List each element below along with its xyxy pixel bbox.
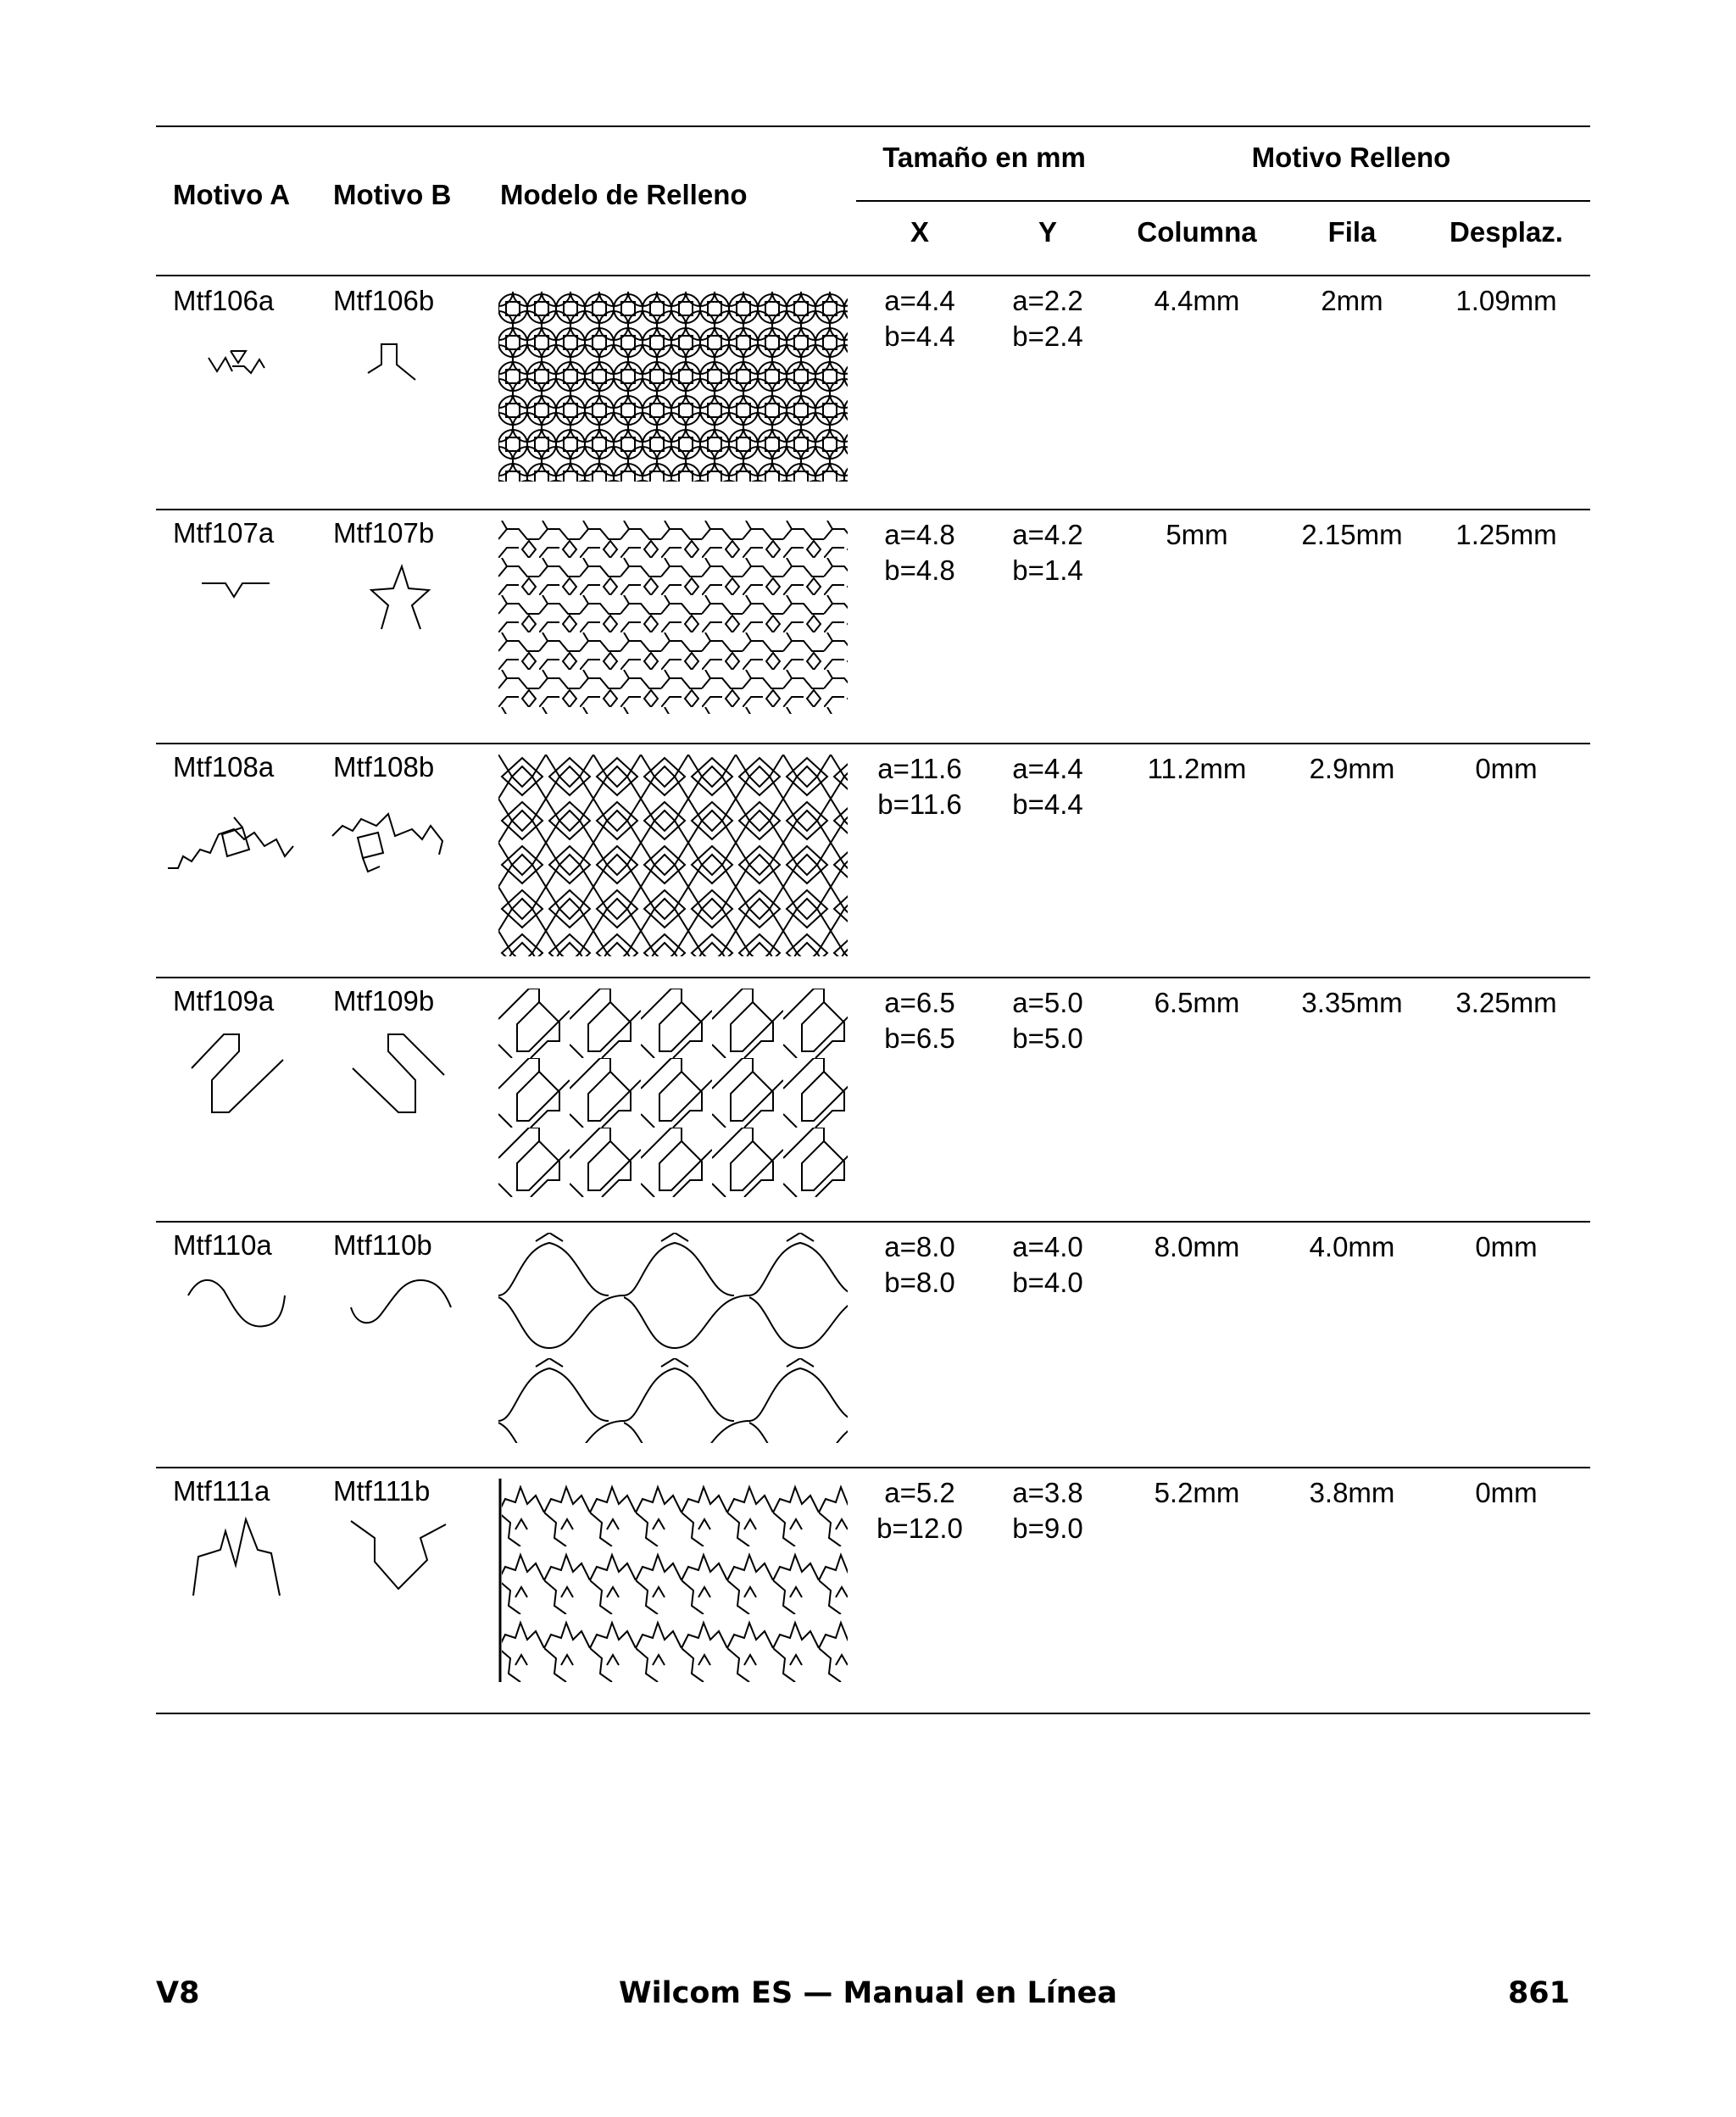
- row-divider: [156, 509, 1590, 510]
- motif-b-shape: [366, 337, 434, 388]
- header-bottom-rule: [156, 275, 1590, 276]
- motif-a-shape: [186, 1272, 292, 1331]
- size-y-b: b=9.0: [1012, 1513, 1083, 1544]
- header-offset: Desplaz.: [1449, 216, 1563, 248]
- fill-motif-row: 3.35mm: [1301, 987, 1403, 1018]
- row-divider: [156, 977, 1590, 978]
- fill-motif-column: 6.5mm: [1154, 987, 1240, 1018]
- fill-motif-column: 8.0mm: [1154, 1231, 1240, 1262]
- fill-motif-offset: 0mm: [1475, 1477, 1538, 1508]
- fill-motif-row: 2.9mm: [1309, 753, 1395, 784]
- fill-motif-row: 2.15mm: [1301, 519, 1403, 550]
- size-x-b: b=11.6: [877, 788, 962, 820]
- size-x-b: b=6.5: [884, 1022, 955, 1054]
- motif-a-name: Mtf110a: [173, 1229, 272, 1261]
- header-size-group: Tamaño en mm: [882, 142, 1086, 173]
- size-y-a: a=4.2: [1012, 519, 1083, 550]
- fill-motif-offset: 3.25mm: [1455, 987, 1557, 1018]
- fill-motif-offset: 0mm: [1475, 753, 1538, 784]
- motif-b-name: Mtf111b: [333, 1475, 431, 1507]
- header-motif-b: Motivo B: [333, 179, 452, 210]
- header-y: Y: [1038, 216, 1057, 248]
- motif-b-name: Mtf110b: [333, 1229, 432, 1261]
- table-top-rule: [156, 125, 1590, 127]
- size-x-a: a=4.8: [884, 519, 955, 550]
- motif-b-name: Mtf106b: [333, 285, 435, 316]
- motif-a-name: Mtf111a: [173, 1475, 270, 1507]
- fill-pattern-preview: [498, 755, 848, 956]
- fill-motif-column: 5.2mm: [1154, 1477, 1240, 1508]
- size-y-a: a=5.0: [1012, 987, 1083, 1018]
- header-fill-model: Modelo de Relleno: [500, 179, 748, 210]
- fill-motif-row: 2mm: [1321, 285, 1383, 316]
- motif-b-shape: [349, 1031, 448, 1116]
- size-x-b: b=12.0: [876, 1513, 963, 1544]
- motif-a-name: Mtf109a: [173, 985, 275, 1017]
- fill-motif-offset: 1.25mm: [1455, 519, 1557, 550]
- row-divider: [156, 1221, 1590, 1223]
- size-y-b: b=4.4: [1012, 788, 1083, 820]
- size-y-a: a=4.0: [1012, 1231, 1083, 1262]
- motif-a-name: Mtf106a: [173, 285, 275, 316]
- size-x-a: a=8.0: [884, 1231, 955, 1262]
- fill-pattern-preview: [498, 521, 848, 714]
- motif-a-shape: [207, 343, 275, 385]
- row-divider: [156, 743, 1590, 744]
- motif-b-shape: [364, 561, 437, 632]
- motif-b-shape: [349, 1272, 454, 1331]
- motif-a-shape: [166, 809, 302, 877]
- size-y-a: a=2.2: [1012, 285, 1083, 316]
- fill-motif-offset: 1.09mm: [1455, 285, 1557, 316]
- fill-motif-column: 5mm: [1166, 519, 1228, 550]
- size-y-b: b=4.0: [1012, 1267, 1083, 1298]
- size-y-b: b=5.0: [1012, 1022, 1083, 1054]
- size-y-a: a=3.8: [1012, 1477, 1083, 1508]
- fill-pattern-preview: [498, 1233, 848, 1443]
- row-divider: [156, 1467, 1590, 1468]
- size-x-b: b=8.0: [884, 1267, 955, 1298]
- size-y-a: a=4.4: [1012, 753, 1083, 784]
- size-x-b: b=4.4: [884, 320, 955, 352]
- size-x-a: a=11.6: [877, 753, 962, 784]
- header-motif-a: Motivo A: [173, 179, 291, 210]
- table-bottom-rule: [156, 1713, 1590, 1714]
- motif-b-name: Mtf108b: [333, 751, 435, 783]
- size-x-a: a=4.4: [884, 285, 955, 316]
- motif-b-shape: [349, 1518, 454, 1594]
- size-x-a: a=6.5: [884, 987, 955, 1018]
- footer-page-number: 861: [1507, 1976, 1570, 2010]
- fill-motif-row: 3.8mm: [1309, 1477, 1395, 1508]
- header-column: Columna: [1137, 216, 1257, 248]
- motif-a-shape: [188, 1031, 287, 1116]
- header-fill-motif-group: Motivo Relleno: [1251, 142, 1451, 173]
- size-y-b: b=1.4: [1012, 554, 1083, 586]
- footer-title: Wilcom ES — Manual en Línea: [618, 1976, 1118, 2010]
- motif-a-shape: [200, 575, 271, 609]
- size-y-b: b=2.4: [1012, 320, 1083, 352]
- motif-b-name: Mtf109b: [333, 985, 435, 1017]
- motif-a-shape: [186, 1514, 292, 1599]
- size-x-b: b=4.8: [884, 554, 955, 586]
- fill-pattern-preview: [498, 1479, 848, 1682]
- motif-b-shape: [331, 807, 449, 878]
- motif-a-name: Mtf108a: [173, 751, 275, 783]
- fill-motif-column: 11.2mm: [1147, 753, 1247, 784]
- fill-pattern-preview: [498, 292, 848, 482]
- motif-a-name: Mtf107a: [173, 517, 275, 549]
- header-subgroup-rule: [856, 200, 1590, 202]
- fill-pattern-preview: [498, 989, 848, 1197]
- fill-motif-column: 4.4mm: [1154, 285, 1240, 316]
- fill-motif-row: 4.0mm: [1309, 1231, 1395, 1262]
- footer-version: V8: [156, 1976, 200, 2010]
- header-x: X: [910, 216, 929, 248]
- fill-motif-offset: 0mm: [1475, 1231, 1538, 1262]
- size-x-a: a=5.2: [884, 1477, 955, 1508]
- motif-b-name: Mtf107b: [333, 517, 435, 549]
- header-row: Fila: [1327, 216, 1377, 248]
